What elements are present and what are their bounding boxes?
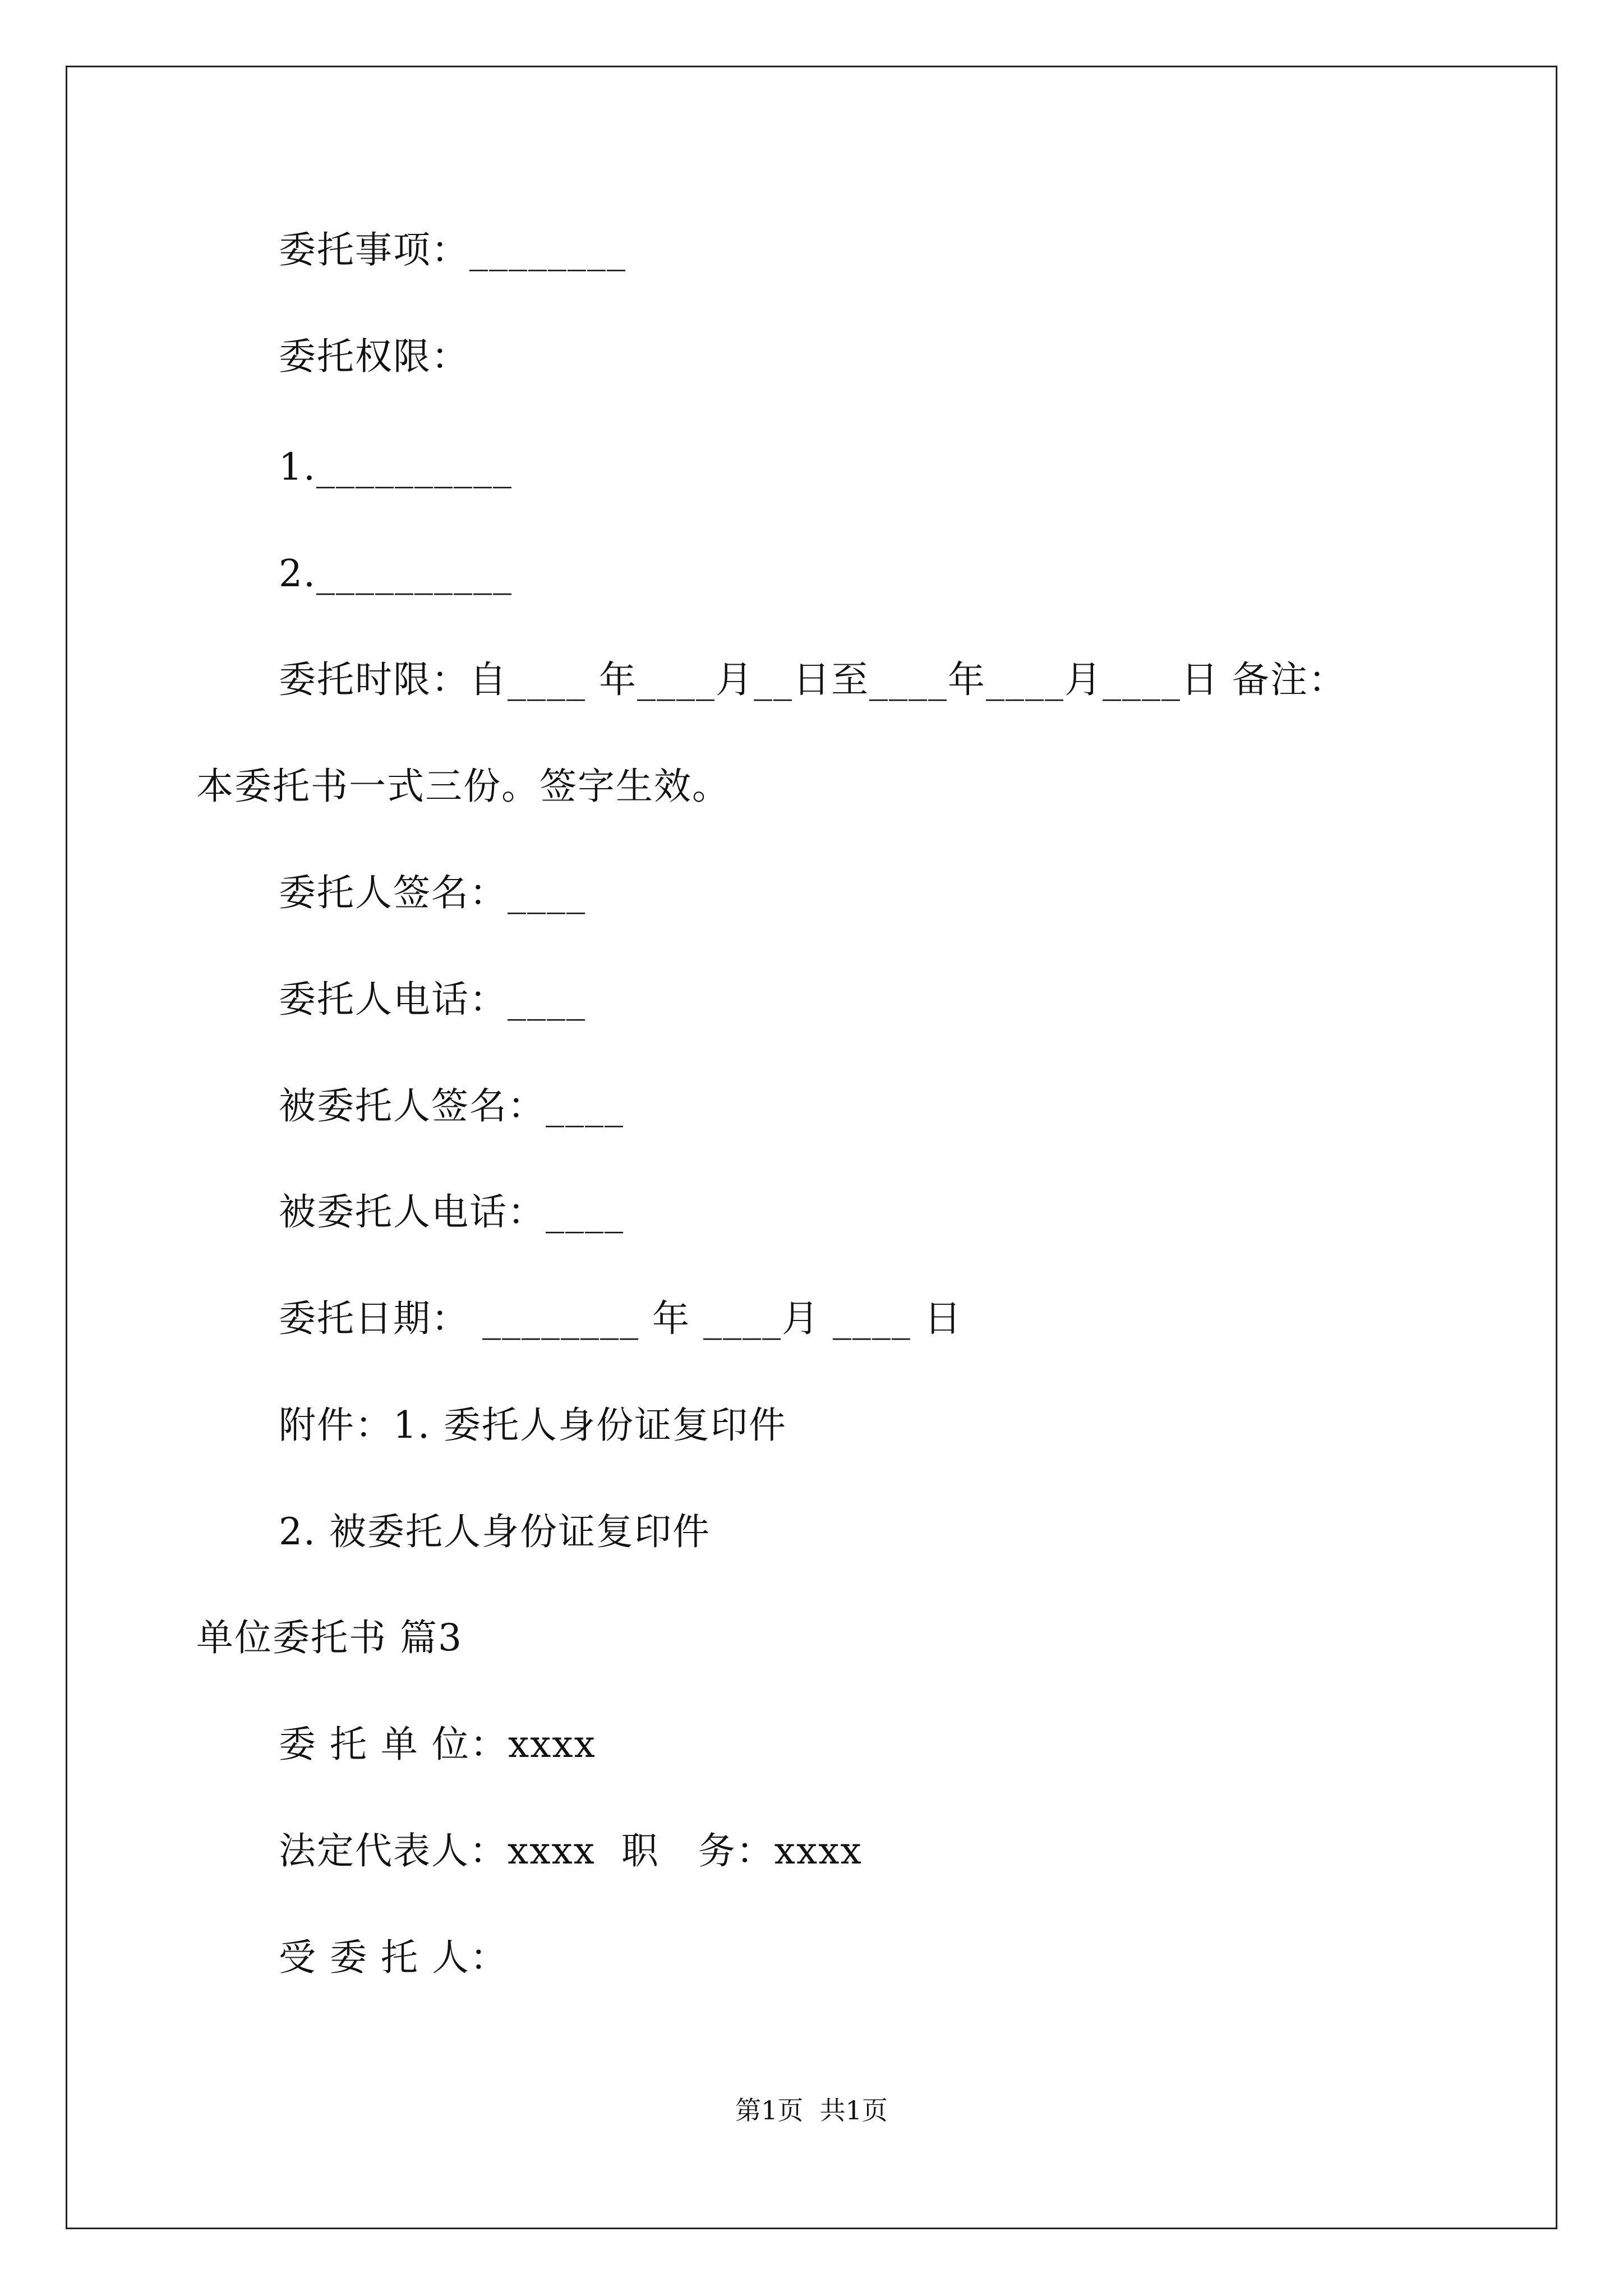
page-border bbox=[66, 66, 1557, 2229]
principal-phone: 委托人电话：____ bbox=[279, 978, 586, 1021]
entrust-authority-heading: 委托权限： bbox=[279, 335, 469, 378]
page-footer: 第1页 共1页 bbox=[735, 2095, 888, 2125]
legal-representative: 法定代表人：xxxx 职 务：xxxx bbox=[279, 1829, 863, 1872]
entrust-period: 委托时限：自____ 年____月__日至____年____月____日 备注： bbox=[279, 658, 1347, 701]
authority-item-1: 1.__________ bbox=[279, 445, 513, 489]
entrust-matter: 委托事项：________ bbox=[279, 228, 626, 272]
agent-signature: 被委托人签名：____ bbox=[279, 1084, 624, 1128]
attachment-2: 2. 被委托人身份证复印件 bbox=[279, 1510, 711, 1553]
section-heading: 单位委托书 篇3 bbox=[196, 1616, 463, 1659]
entrusting-unit: 委 托 单 位：xxxx bbox=[279, 1723, 596, 1766]
principal-signature: 委托人签名：____ bbox=[279, 871, 586, 914]
authority-item-2: 2.__________ bbox=[279, 552, 513, 595]
attachment-1: 附件：1. 委托人身份证复印件 bbox=[279, 1404, 787, 1447]
entrusted-person: 受 委 托 人： bbox=[279, 1936, 508, 1979]
agent-phone: 被委托人电话：____ bbox=[279, 1190, 624, 1234]
copies-note: 本委托书一式三份。签字生效。 bbox=[196, 765, 730, 808]
entrust-date: 委托日期： ________ 年 ____月 ____ 日 bbox=[279, 1297, 962, 1340]
